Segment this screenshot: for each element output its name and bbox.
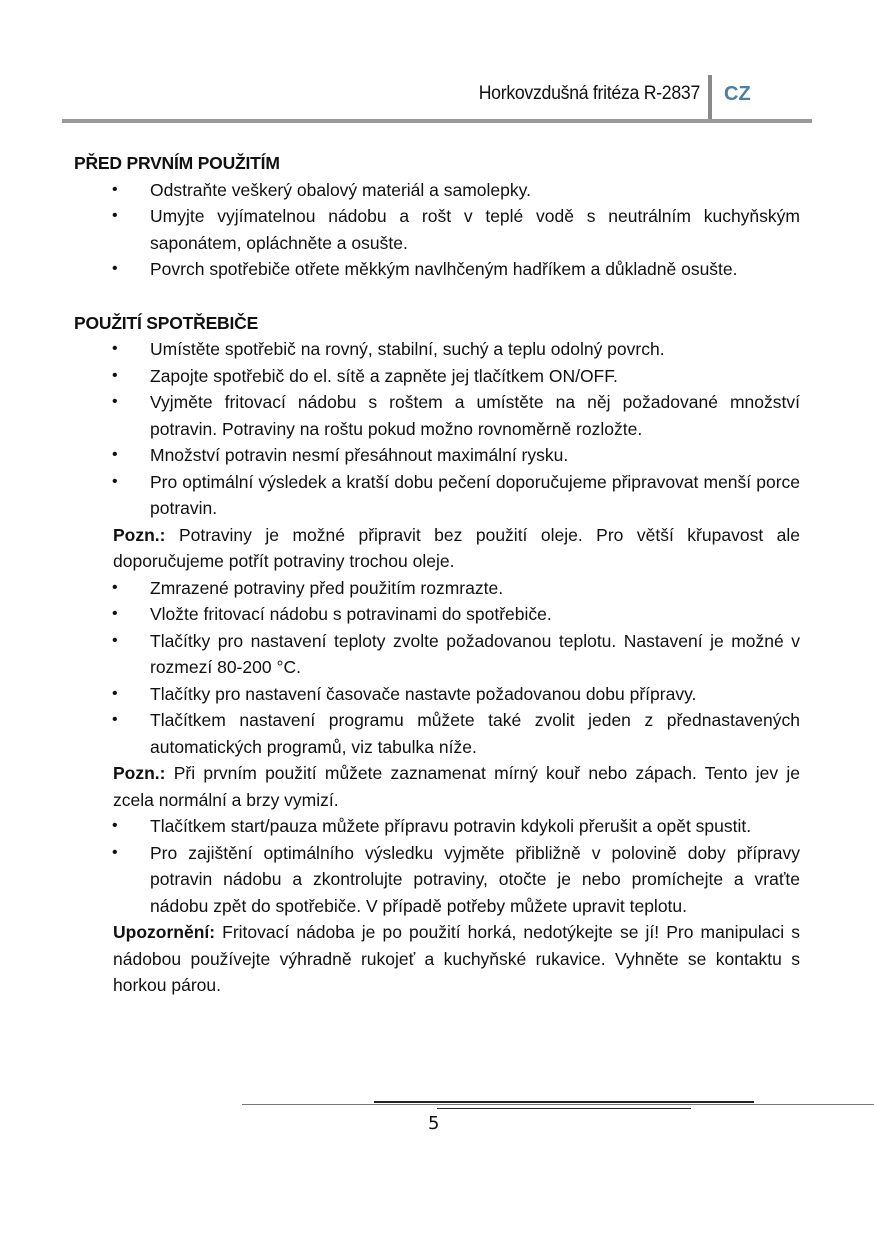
usage-list-b	[74, 575, 800, 761]
bullet-icon: •	[112, 578, 118, 596]
bullet-icon: •	[112, 207, 118, 224]
bullet-icon: •	[112, 605, 118, 622]
bullet-icon: •	[112, 366, 118, 384]
list-item: • Vložte fritovací nádobu s potravinami do spotřebiče.	[74, 601, 800, 628]
section-heading-before-first-use: PŘED PRVNÍM POUŽITÍM	[74, 153, 280, 173]
list-item: • Množství potravin nesmí přesáhnout maximální rysku.	[74, 442, 800, 469]
bullet-icon: •	[112, 260, 118, 277]
bullet-icon: •	[112, 446, 118, 463]
bullet-icon: •	[112, 817, 118, 834]
bullet-icon: •	[112, 843, 118, 861]
header-rule	[62, 119, 812, 123]
list-item: • Tlačítkem nastavení programu můžete také zvolit jeden z přednastavených automatických programů, viz tabulka níže.	[74, 707, 800, 760]
bullet-icon: •	[112, 340, 118, 357]
footer-rule	[374, 1101, 754, 1103]
list-item: • Tlačítkem start/pauza můžete přípravu potravin kdykoli přerušit a opět spustit.	[74, 813, 800, 840]
before-first-use-list	[74, 177, 800, 283]
list-item: • Zmrazené potraviny před použitím rozmrazte.	[74, 575, 800, 602]
list-item: • Pro zajištění optimálního výsledku vyjměte přibližně v polovině doby přípravy potravin nádobu a zkontrolujte potraviny, otočte je nebo promíchejte a vraťte nádobu zpět do spotřebiče. V případě potřeby můžete upravit teplotu.	[74, 840, 800, 920]
list-item: • Povrch spotřebiče otřete měkkým navlhčeným hadříkem a důkladně osušte.	[74, 256, 800, 283]
page-number: 5	[428, 1113, 440, 1134]
bullet-icon: •	[112, 472, 118, 490]
bullet-icon: •	[112, 180, 118, 198]
list-item: • Odstraňte veškerý obalový materiál a samolepky.	[74, 177, 800, 204]
footer-rule	[437, 1108, 691, 1109]
bullet-icon: •	[112, 684, 118, 702]
footer-rule	[242, 1104, 874, 1105]
document-body	[74, 150, 800, 999]
list-item: • Tlačítky pro nastavení časovače nastavte požadovanou dobu přípravy.	[74, 681, 800, 708]
language-code: CZ	[724, 83, 751, 105]
bullet-icon: •	[112, 631, 118, 649]
list-item: • Umístěte spotřebič na rovný, stabilní, suchý a teplu odolný povrch.	[74, 336, 800, 363]
list-item: • Umyjte vyjímatelnou nádobu a rošt v teplé vodě s neutrálním kuchyňským saponátem, opláchněte a osušte.	[74, 203, 800, 256]
note-oil: Pozn.: Potraviny je možné připravit bez použití oleje. Pro větší křupavost ale doporučujeme potřít potraviny trochou oleje.	[113, 524, 800, 571]
usage-list-a	[74, 336, 800, 522]
list-item: • Tlačítky pro nastavení teploty zvolte požadovanou teplotu. Nastavení je možné v rozmezí 80-200 °C.	[74, 628, 800, 681]
bullet-icon: •	[112, 393, 118, 410]
section-heading-usage: POUŽITÍ SPOTŘEBIČE	[74, 312, 259, 333]
list-item: • Vyjměte fritovací nádobu s roštem a umístěte na něj požadované množství potravin. Potraviny na roštu pokud možno rovnoměrně rozložte.	[74, 389, 800, 442]
note-first-use-smoke: Pozn.: Při prvním použití můžete zaznamenat mírný kouř nebo zápach. Tento jev je zcela normální a brzy vymizí.	[113, 763, 800, 810]
header-separator	[708, 75, 712, 121]
list-item: • Zapojte spotřebič do el. sítě a zapněte jej tlačítkem ON/OFF.	[74, 363, 800, 390]
usage-list-c	[74, 813, 800, 919]
warning-hot-basket: Upozornění: Fritovací nádoba je po použití horká, nedotýkejte se jí! Pro manipulaci s nádobou používejte výhradně rukojeť a kuchyňské rukavice. Vyhněte se kontaktu s horkou párou.	[113, 922, 800, 995]
list-item: • Pro optimální výsledek a kratší dobu pečení doporučujeme připravovat menší porce potravin.	[74, 469, 800, 522]
header-title: Horkovzdušná fritéza R-2837	[478, 83, 700, 104]
bullet-icon: •	[112, 711, 118, 728]
